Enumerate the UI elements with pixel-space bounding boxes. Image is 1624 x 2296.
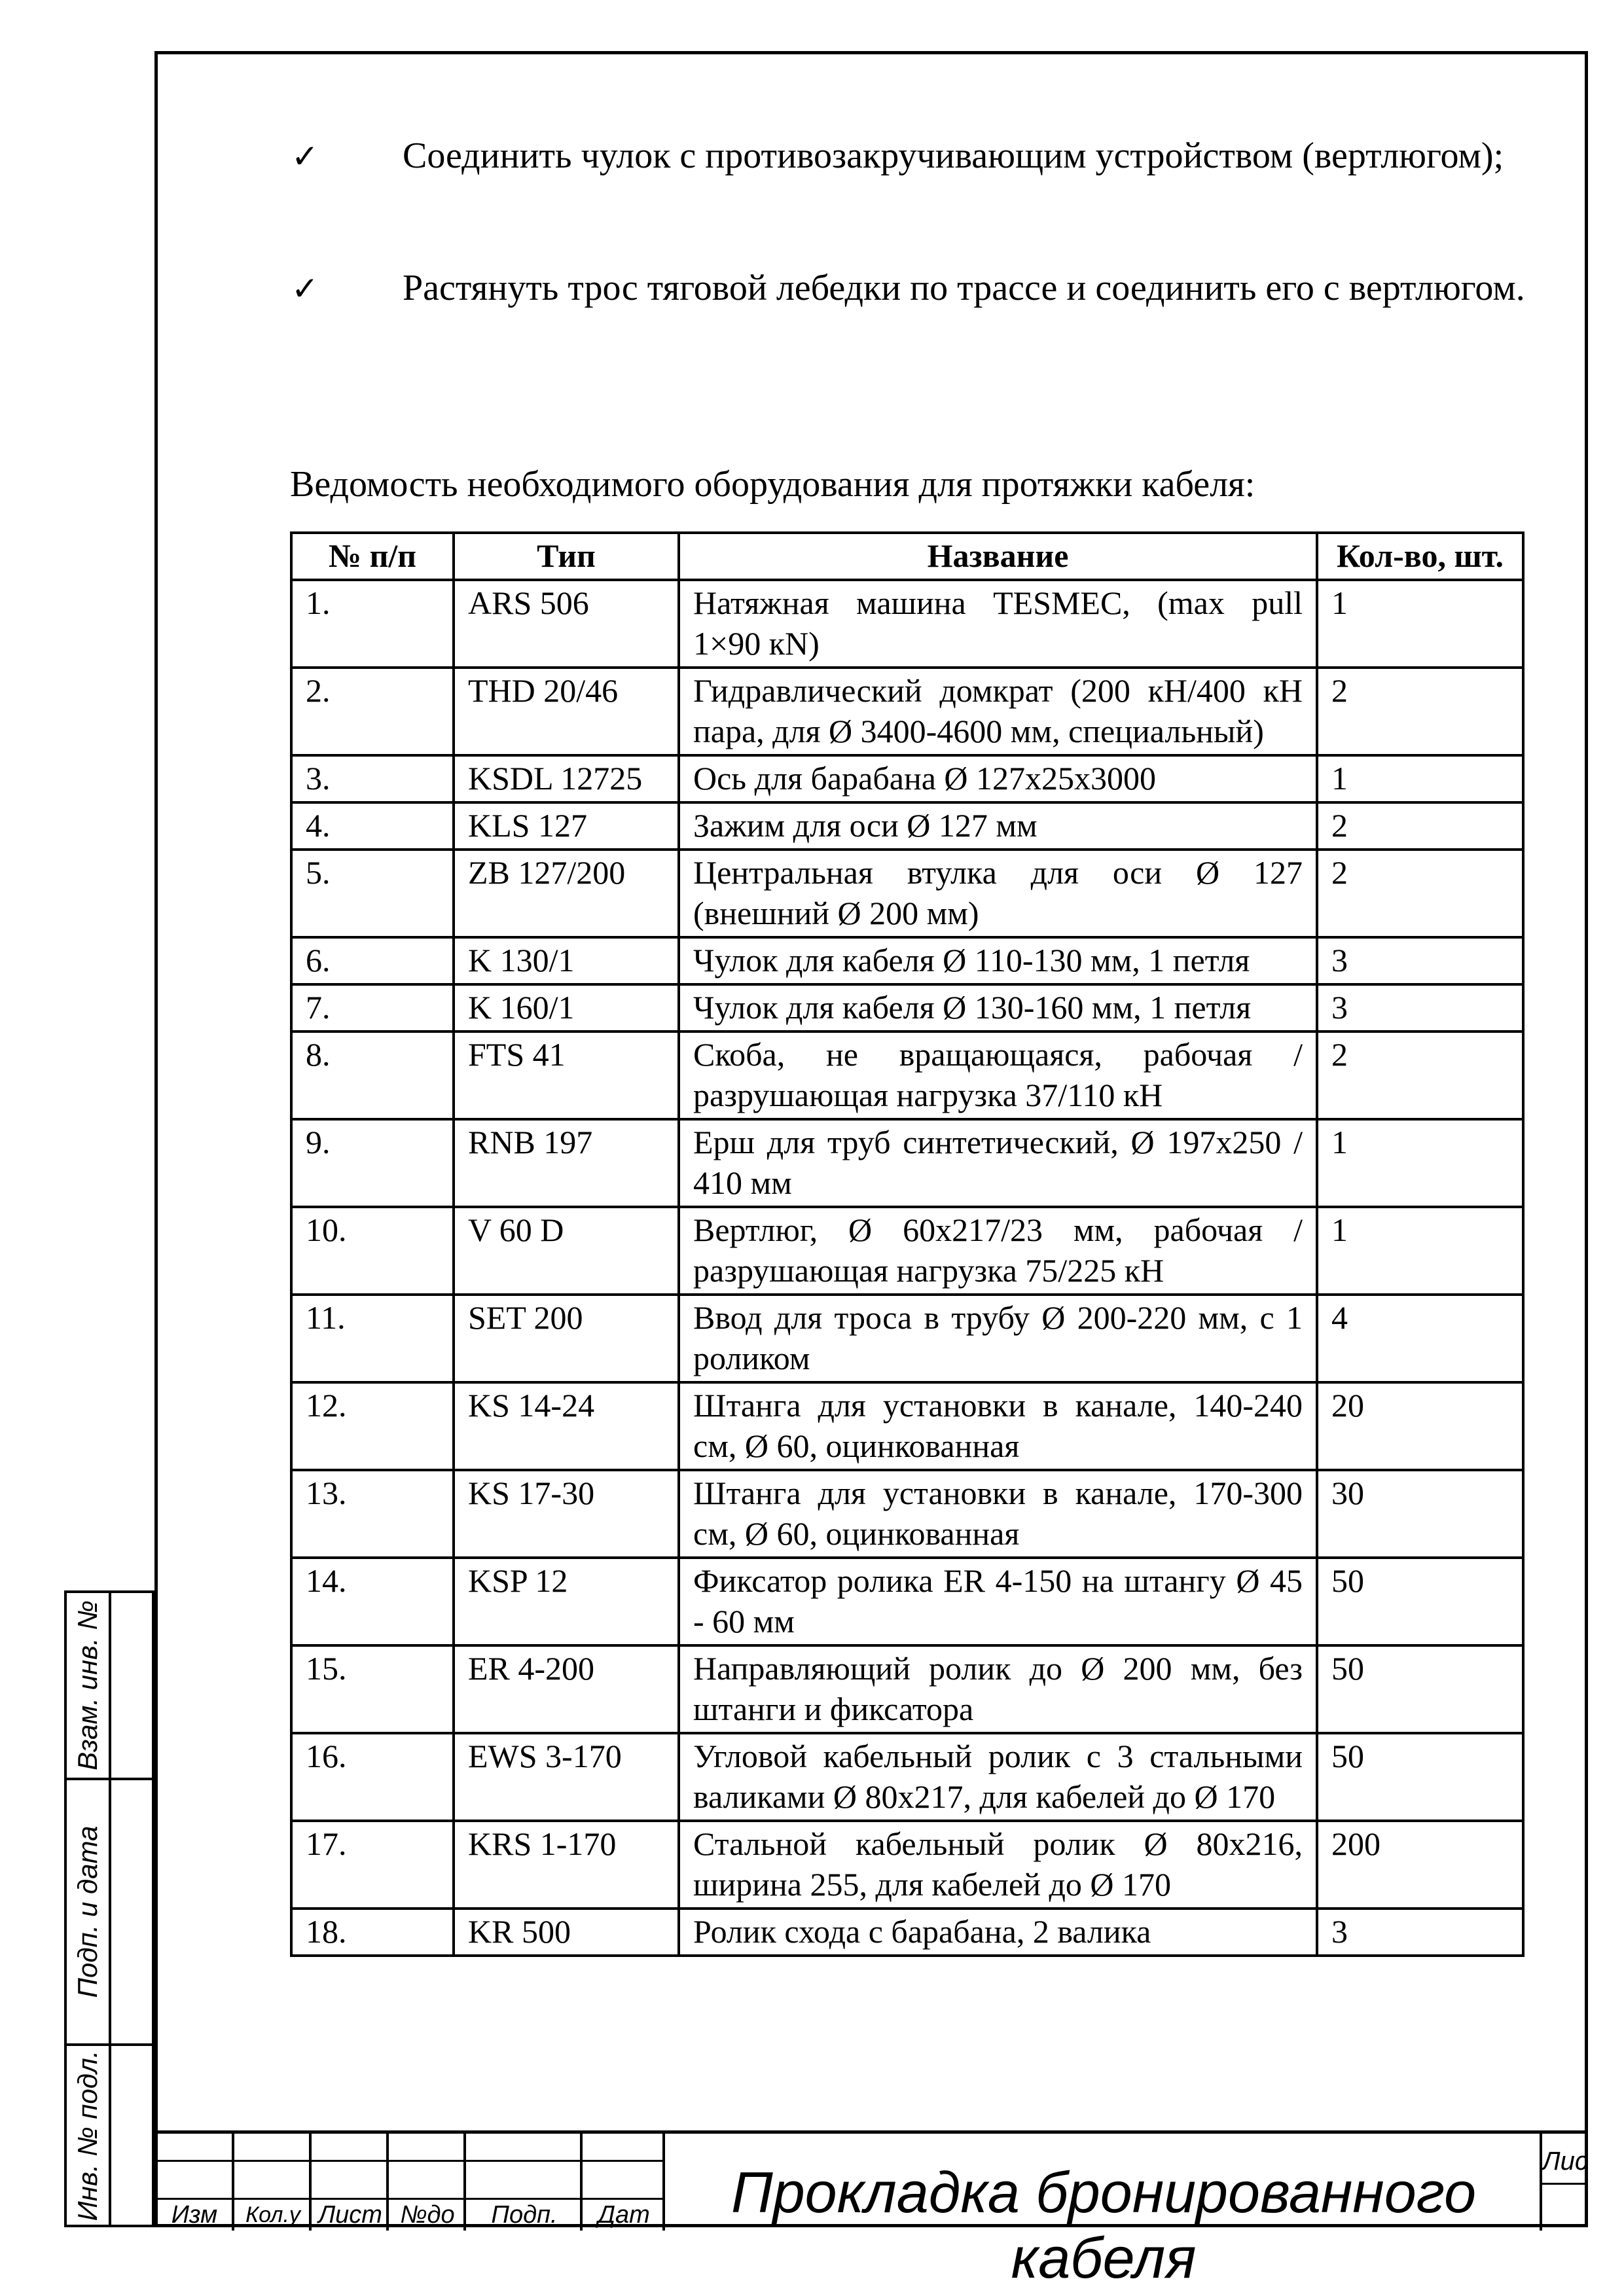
cell-name: Штанга для установки в канале, 140-240 см, Ø 60, оцинкованная — [679, 1382, 1317, 1470]
cell-name: Ввод для троса в трубу Ø 200-220 мм, с 1 роликом — [679, 1295, 1317, 1382]
stamp-label-replaced-inv: Взам. инв. № — [72, 1600, 103, 1770]
cell-name: Гидравлический домкрат (200 кН/400 кН пара, для Ø 3400-4600 мм, специальный) — [679, 668, 1317, 755]
cell-type: KRS 1-170 — [454, 1821, 679, 1909]
cell-name: Вертлюг, Ø 60x217/23 мм, рабочая / разрушающая нагрузка 75/225 кН — [679, 1207, 1317, 1295]
cell-number: 15. — [291, 1645, 454, 1733]
cell-number: 2. — [291, 668, 454, 755]
table-row — [291, 1031, 1523, 1119]
sheet-label: Лис — [1542, 2147, 1588, 2176]
cell-number: 3. — [291, 755, 454, 802]
cell-quantity: 200 — [1317, 1821, 1523, 1909]
cell-name: Ерш для труб синтетический, Ø 197x250 / 410 мм — [679, 1119, 1317, 1207]
cell-number: 6. — [291, 937, 454, 984]
paragraph-2 — [193, 255, 1542, 321]
stamp-strip-replaced-inv — [64, 1590, 154, 1780]
cell-quantity: 2 — [1317, 1031, 1523, 1119]
cell-name: Фиксатор ролика ER 4-150 на штангу Ø 45 - 60 мм — [679, 1558, 1317, 1645]
cell-quantity: 2 — [1317, 668, 1523, 755]
cell-type: KR 500 — [454, 1909, 679, 1956]
cell-number: 13. — [291, 1470, 454, 1558]
cell-quantity: 1 — [1317, 580, 1523, 668]
cell-quantity: 20 — [1317, 1382, 1523, 1470]
table-row — [291, 668, 1523, 755]
cell-quantity: 3 — [1317, 937, 1523, 984]
cell-type: KS 14-24 — [454, 1382, 679, 1470]
cell-quantity: 30 — [1317, 1470, 1523, 1558]
table-row — [291, 1821, 1523, 1909]
cell-type: ER 4-200 — [454, 1645, 679, 1733]
table-caption: Ведомость необходимого оборудования для протяжки кабеля: — [290, 464, 1255, 505]
cell-type: KSP 12 — [454, 1558, 679, 1645]
check-icon: ✓ — [291, 270, 319, 308]
cell-number: 18. — [291, 1909, 454, 1956]
stamp-header-signature: Подп. — [491, 2201, 558, 2229]
cell-type: EWS 3-170 — [454, 1733, 679, 1821]
table-row — [291, 1207, 1523, 1295]
cell-quantity: 3 — [1317, 1909, 1523, 1956]
paragraph-text: Соединить чулок с противозакручивающим устройством (вертлюгом); — [403, 135, 1504, 176]
stamp-label-original-inv: Инв. № подл. — [72, 2050, 103, 2221]
table-row — [291, 1558, 1523, 1645]
cell-quantity: 3 — [1317, 984, 1523, 1031]
cell-name: Стальной кабельный ролик Ø 80x216, ширина 255, для кабелей до Ø 170 — [679, 1821, 1317, 1909]
cell-number: 7. — [291, 984, 454, 1031]
check-icon: ✓ — [291, 137, 319, 175]
cell-type: K 130/1 — [454, 937, 679, 984]
cell-number: 11. — [291, 1295, 454, 1382]
cell-name: Чулок для кабеля Ø 130-160 мм, 1 петля — [679, 984, 1317, 1031]
equipment-table — [290, 531, 1525, 1957]
cell-name: Зажим для оси Ø 127 мм — [679, 802, 1317, 850]
cell-name: Натяжная машина TESMEC, (max pull 1×90 кN) — [679, 580, 1317, 668]
cell-type: ZB 127/200 — [454, 850, 679, 937]
stamp-header-count: Кол.у — [245, 2202, 300, 2227]
header-name: Название — [679, 533, 1317, 580]
cell-quantity: 50 — [1317, 1733, 1523, 1821]
cell-type: KS 17-30 — [454, 1470, 679, 1558]
table-row — [291, 1119, 1523, 1207]
cell-number: 16. — [291, 1733, 454, 1821]
table-row — [291, 580, 1523, 668]
header-quantity: Кол-во, шт. — [1317, 533, 1523, 580]
cell-number: 8. — [291, 1031, 454, 1119]
cell-quantity: 1 — [1317, 1119, 1523, 1207]
stamp-header-doc: №до — [400, 2201, 455, 2229]
cell-type: FTS 41 — [454, 1031, 679, 1119]
cell-quantity: 50 — [1317, 1558, 1523, 1645]
stamp-header-date: Дат — [598, 2201, 650, 2229]
cell-type: ARS 506 — [454, 580, 679, 668]
stamp-label-signature-date: Подп. и дата — [72, 1825, 103, 1998]
paragraph-text: Растянуть трос тяговой лебедки по трассе и соединить его с вертлюгом. — [403, 268, 1525, 308]
cell-type: V 60 D — [454, 1207, 679, 1295]
table-row — [291, 1733, 1523, 1821]
cell-number: 1. — [291, 580, 454, 668]
cell-number: 12. — [291, 1382, 454, 1470]
table-row — [291, 1295, 1523, 1382]
header-type: Тип — [454, 533, 679, 580]
table-header-row — [291, 533, 1523, 580]
stamp-header-change: Изм — [171, 2201, 218, 2229]
cell-name: Штанга для установки в канале, 170-300 см, Ø 60, оцинкованная — [679, 1470, 1317, 1558]
cell-number: 10. — [291, 1207, 454, 1295]
table-row — [291, 1470, 1523, 1558]
cell-type: K 160/1 — [454, 984, 679, 1031]
cell-number: 9. — [291, 1119, 454, 1207]
table-row — [291, 1909, 1523, 1956]
cell-type: THD 20/46 — [454, 668, 679, 755]
cell-quantity: 4 — [1317, 1295, 1523, 1382]
cell-name: Ось для барабана Ø 127x25x3000 — [679, 755, 1317, 802]
cell-type: RNB 197 — [454, 1119, 679, 1207]
table-row — [291, 1645, 1523, 1733]
header-number: № п/п — [291, 533, 454, 580]
document-title: Прокладка бронированного кабеля — [731, 2160, 1477, 2290]
cell-quantity: 50 — [1317, 1645, 1523, 1733]
cell-quantity: 1 — [1317, 1207, 1523, 1295]
cell-number: 14. — [291, 1558, 454, 1645]
cell-number: 4. — [291, 802, 454, 850]
cell-quantity: 2 — [1317, 802, 1523, 850]
table-row — [291, 937, 1523, 984]
cell-type: KLS 127 — [454, 802, 679, 850]
table-row — [291, 755, 1523, 802]
cell-name: Чулок для кабеля Ø 110-130 мм, 1 петля — [679, 937, 1317, 984]
title-block — [154, 2130, 1588, 2290]
table-row — [291, 802, 1523, 850]
cell-type: KSDL 12725 — [454, 755, 679, 802]
cell-number: 17. — [291, 1821, 454, 1909]
stamp-header-sheet: Лист — [318, 2201, 382, 2229]
cell-quantity: 1 — [1317, 755, 1523, 802]
table-row — [291, 850, 1523, 937]
table-row — [291, 1382, 1523, 1470]
cell-number: 5. — [291, 850, 454, 937]
cell-name: Центральная втулка для оси Ø 127 (внешний Ø 200 мм) — [679, 850, 1317, 937]
cell-name: Угловой кабельный ролик с 3 стальными валиками Ø 80x217, для кабелей до Ø 170 — [679, 1733, 1317, 1821]
table-row — [291, 984, 1523, 1031]
cell-name: Направляющий ролик до Ø 200 мм, без штанги и фиксатора — [679, 1645, 1317, 1733]
cell-quantity: 2 — [1317, 850, 1523, 937]
stamp-strip-signature-date — [64, 1778, 154, 2046]
paragraph-1 — [193, 123, 1542, 189]
cell-name: Ролик схода с барабана, 2 валика — [679, 1909, 1317, 1956]
stamp-strip-original-inv — [64, 2043, 154, 2227]
cell-type: SET 200 — [454, 1295, 679, 1382]
cell-name: Скоба, не вращающаяся, рабочая / разрушающая нагрузка 37/110 кН — [679, 1031, 1317, 1119]
